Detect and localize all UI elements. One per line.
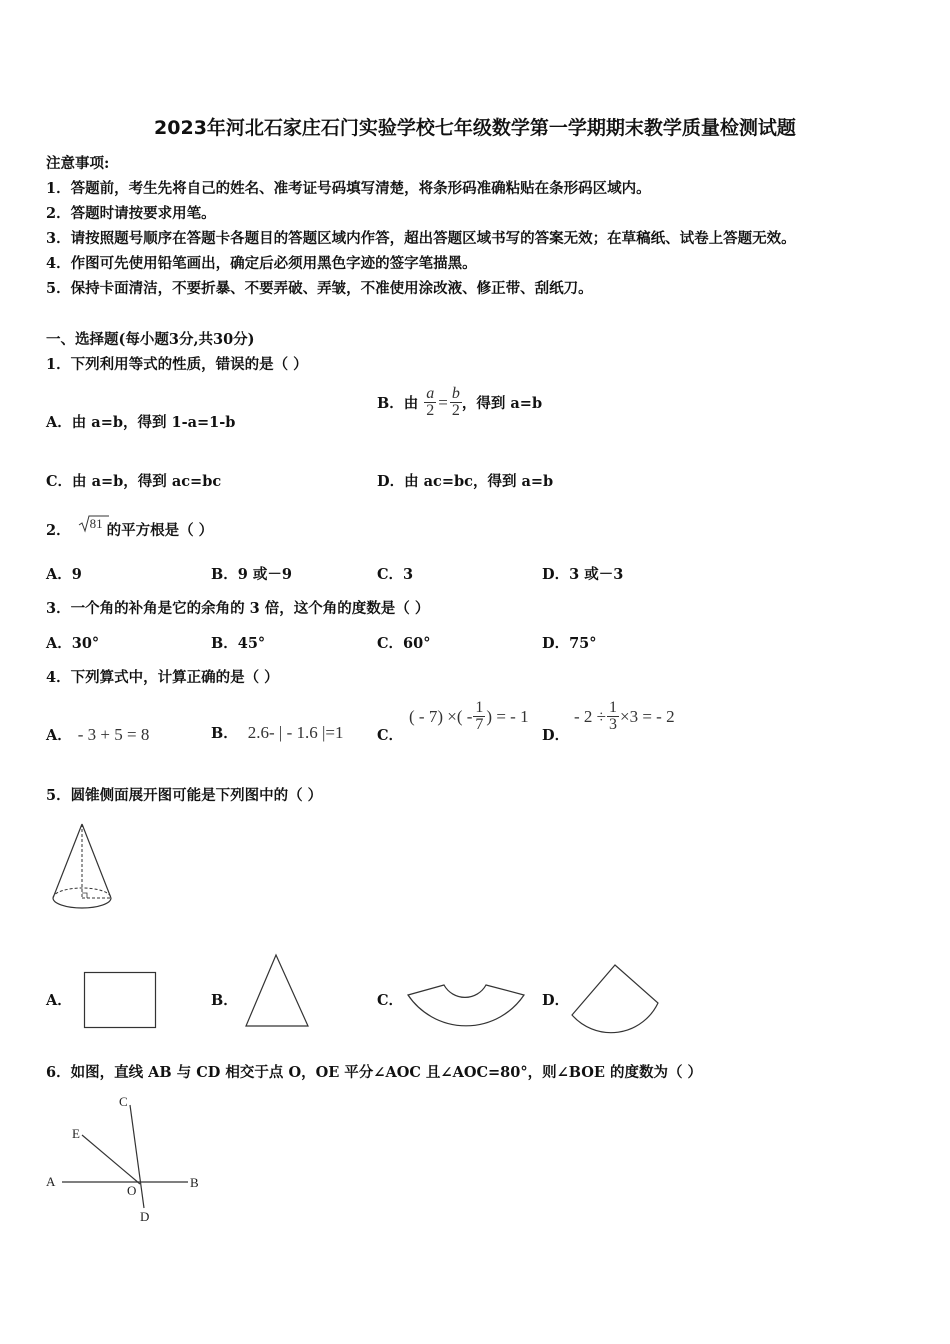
q1-b-denominator-left: 2	[426, 402, 435, 419]
q4-c-numerator: 1	[475, 699, 484, 716]
q4-d-fraction	[607, 700, 619, 733]
q1-b-equals: =	[438, 392, 448, 412]
square-figure	[84, 972, 158, 1030]
question-3-stem: 3．一个角的补角是它的余角的 3 倍，这个角的度数是（ ）	[46, 600, 430, 617]
q4-d-expression-post: ×3 = - 2	[620, 706, 675, 726]
point-label-o: O	[127, 1183, 137, 1198]
q3-option-a: A．30°	[46, 635, 100, 652]
q4-c-label: C．	[377, 727, 404, 744]
point-label-b: B	[190, 1175, 199, 1190]
q1-b-denominator-right: 2	[451, 402, 460, 419]
q4-c-expression-pre: ( - 7) ×( -	[409, 706, 473, 726]
sector-figure	[570, 963, 662, 1033]
q1-option-b	[377, 386, 542, 419]
triangle-figure	[244, 953, 310, 1029]
q1-option-b-prefix: B．由	[377, 395, 419, 412]
q4-d-numerator: 1	[609, 699, 617, 716]
cone-figure	[48, 820, 120, 916]
q3-option-c: C．60°	[377, 635, 431, 652]
q3-option-d: D．75°	[542, 635, 597, 652]
q1-b-fraction-right	[450, 386, 462, 419]
point-label-c: C	[119, 1094, 128, 1109]
question-5-stem: 5．圆锥侧面展开图可能是下列图中的（ ）	[46, 787, 323, 804]
q4-b-label: B．	[211, 725, 238, 742]
point-label-d: D	[140, 1209, 150, 1224]
notice-item: 2．答题时请按要求用笔。	[46, 205, 216, 222]
q5-option-c: C．	[377, 992, 404, 1009]
notice-item: 1．答题前，考生先将自己的姓名、准考证号码填写清楚，将条形码准确粘贴在条形码区域内。	[46, 180, 651, 197]
notice-item: 5．保持卡面清洁，不要折暴、不要弄破、弄皱，不准使用涂改液、修正带、刮纸刀。	[46, 280, 593, 297]
q4-option-d	[574, 700, 675, 733]
q4-option-c	[409, 700, 529, 733]
q5-option-b: B．	[211, 992, 238, 1009]
section-heading: 一、选择题(每小题3分,共30分)	[46, 331, 255, 348]
question-2-stem	[46, 507, 213, 540]
q4-d-denominator: 3	[609, 716, 617, 733]
page-title: 2023年河北石家庄石门实验学校七年级数学第一学期期末教学质量检测试题	[154, 117, 796, 139]
q1-option-d: D．由 ac=bc，得到 a=b	[377, 473, 554, 490]
q2-number: 2．	[46, 522, 71, 539]
q1-b-numerator-right: b	[451, 385, 460, 402]
q2-stem-suffix: 的平方根是（ ）	[106, 522, 214, 539]
q2-sqrt	[79, 515, 103, 532]
q4-c-expression-post: ) = - 1	[486, 706, 529, 726]
annular-sector-figure	[406, 983, 528, 1029]
q5-option-a: A．	[46, 992, 72, 1009]
radical-sign-icon	[79, 515, 109, 533]
q4-d-expression-pre: - 2 ÷	[574, 706, 606, 726]
q1-b-fraction-left	[424, 386, 436, 419]
q4-option-a	[46, 724, 149, 745]
q4-a-label: A．	[46, 727, 72, 744]
point-label-e: E	[72, 1126, 80, 1141]
intersecting-lines-figure	[40, 1090, 215, 1230]
notice-item: 4．作图可先使用铅笔画出，确定后必须用黑色字迹的签字笔描黑。	[46, 255, 477, 272]
q1-b-numerator-left: a	[426, 385, 435, 402]
q1-option-b-suffix: ，得到 a=b	[461, 395, 543, 412]
point-label-a: A	[46, 1174, 56, 1189]
notice-item: 3．请按照题号顺序在答题卡各题目的答题区域内作答，超出答题区域书写的答案无效；在草稿纸、试卷上答题无效。	[46, 230, 796, 247]
question-6-stem: 6．如图，直线 AB 与 CD 相交于点 O，OE 平分∠AOC 且∠AOC=80°，则∠BOE 的度数为（ ）	[46, 1064, 703, 1081]
q2-option-a: A．9	[46, 566, 82, 583]
q2-option-d: D．3 或－3	[542, 566, 624, 583]
q4-option-b	[211, 722, 343, 743]
notice-heading: 注意事项:	[46, 155, 110, 172]
q4-b-expression: 2.6- | - 1.6 |=1	[247, 723, 344, 742]
q2-option-b: B．9 或－9	[211, 566, 292, 583]
q4-c-fraction	[473, 700, 485, 733]
question-1-stem: 1．下列利用等式的性质，错误的是（ ）	[46, 356, 308, 373]
question-4-stem: 4．下列算式中，计算正确的是（ ）	[46, 669, 279, 686]
q2-option-c: C．3	[377, 566, 414, 583]
q1-option-a: A．由 a=b，得到 1-a=1-b	[46, 414, 236, 431]
q3-option-b: B．45°	[211, 635, 266, 652]
q4-c-denominator: 7	[475, 716, 484, 733]
q1-option-c: C．由 a=b，得到 ac=bc	[46, 473, 222, 490]
q5-option-d: D．	[542, 992, 570, 1009]
q4-d-label: D．	[542, 727, 570, 744]
q4-a-expression: - 3 + 5 = 8	[77, 725, 150, 744]
q2-radicand: 81	[89, 516, 103, 531]
